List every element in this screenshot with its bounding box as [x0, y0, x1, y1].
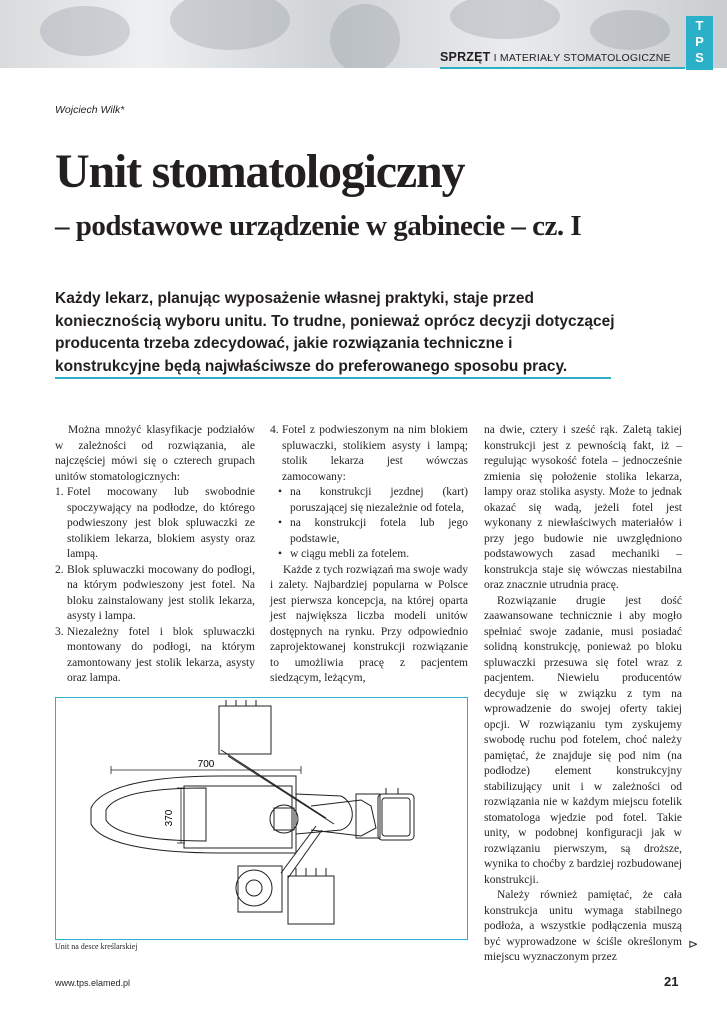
tps-logo	[686, 16, 713, 70]
list-item: 3. Niezależny fotel i blok spluwaczki montowany do podłogi, na którym zamontowany jest stolik lekarza, asysty oraz lampa.	[55, 625, 255, 684]
article-subtitle: – podstawowe urządzenie w gabinecie – cz. I	[55, 210, 582, 242]
list-item: 2. Blok spluwaczki mocowany do podłogi, na którym podwieszony jest fotel. Na bloku zainstalowany jest stolik lekarza, asysty i lampa.	[55, 563, 255, 622]
dental-unit-drawing	[56, 698, 467, 939]
col3-paragraph-3: Należy również pamiętać, że cała konstrukcja unitu wymaga stabilnego podłoża, a wszystkie podłączenia muszą być wyprowadzone w ściśle określonym miejscu wyznaczonym przez	[484, 889, 682, 963]
figure-caption: Unit na desce kreślarskiej	[55, 942, 138, 951]
col1-intro: Można mnożyć klasyfikacje podziałów w zależności od rozwiązania, ale najczęściej mówi się o czterech grupach unitów stomatologicznych:	[55, 424, 255, 483]
column-3	[484, 423, 682, 966]
column-2	[270, 423, 468, 687]
tps-letter-s: S	[695, 50, 704, 65]
author: Wojciech Wilk*	[55, 104, 125, 116]
col2-paragraph: Każde z tych rozwiązań ma swoje wady i zalety. Najbardziej popularna w Polsce jest pierwsza koncepcja, na której oparta jest największa liczba modeli unitów dostępnych na rynku. Przy odpowiednio zaprojektowanej konstrukcji rozwiązanie to umożliwia pracę z pacjentem siedzącym, leżącym,	[270, 563, 468, 684]
dimension-700: 700	[197, 759, 215, 770]
continue-arrow-icon: ⊳	[688, 937, 699, 951]
footer-url[interactable]: www.tps.elamed.pl	[55, 978, 131, 988]
page-number: 21	[664, 974, 679, 989]
section-rule	[440, 67, 685, 69]
col3-paragraph-2: Rozwiązanie drugie jest dość zaawansowane technicznie i aby mogło spełniać swoje zadanie, musi posiadać solidną konstrukcję, ponieważ po bloku spluwaczki przesuwa się fotel wraz z pacjentem. Niewielu producentów decyduje się w związku z tym na wprowadzenie do swojej oferty takiej opcji. W rozwiązaniu tym zyskujemy swobodę ruchu pod fotelem, choć należy pamiętać, że znajduje się pod nim (na podłodze) element konstrukcyjny stabilizujący unit i w zależności od rozwiązania nie w każdym miejscu fotelik stomatologa wjedzie pod fotel. Takie unity, w podobnej konfiguracji jak w rozwiązaniu pierwszym, są droższe, wynika to choćby z bardziej rozbudowanej konstrukcji.	[484, 594, 682, 886]
article-title: Unit stomatologiczny	[55, 145, 465, 198]
bullet-item: • na konstrukcji fotela lub jego podstawie,	[278, 517, 468, 545]
list-item: 1. Fotel mocowany lub swobodnie spoczywający na podłodze, do którego podwieszony jest blok spluwaczki ze stolikiem lekarza, blokiem asysty oraz lampą.	[55, 486, 255, 560]
dimension-370: 370	[164, 809, 175, 827]
list-item: 4. Fotel z podwieszonym na nim blokiem spluwaczki, stolikiem asysty i lampą; stolik lekarza jest wówczas zamocowany:	[270, 424, 468, 483]
tps-letter-p: P	[695, 34, 704, 49]
column-1	[55, 423, 255, 687]
lead-paragraph: Każdy lekarz, planując wyposażenie własnej praktyki, staje przed koniecznością wyboru unitu. To trudne, ponieważ oprócz decyzji dotyczącej producenta trzeba zdecydować, jakie rozwiązania techniczne i konstrukcyjne będą najwłaściwsze do preferowanego sposobu pracy.	[55, 290, 615, 375]
lead-rule	[55, 377, 611, 379]
figure-drawing	[55, 697, 468, 940]
tps-letter-t: T	[695, 18, 704, 33]
col3-paragraph-1: na dwie, cztery i sześć rąk. Zaletą takiej konstrukcji jest z pewnością fakt, iż – regulując wysokość fotela – jednocześnie zmienia się położenie stolika lekarza, lampy oraz stolika asysty. Może to jednak okazać się wadą, jeżeli fotel jest wykonany z niewłaściwych materiałów i przy jego budowie nie uwzględniono podstawowych zasad mechaniki – konstrukcja staje się wówczas niestabilna oraz znacznie utrudnia pracę.	[484, 424, 682, 591]
bullet-item: • w ciągu mebli za fotelem.	[278, 548, 410, 560]
section-label: SPRZĘT I MATERIAŁY STOMATOLOGICZNE	[440, 50, 671, 64]
bullet-item: • na konstrukcji jezdnej (kart) poruszającej się niezależnie od fotela,	[278, 486, 468, 514]
